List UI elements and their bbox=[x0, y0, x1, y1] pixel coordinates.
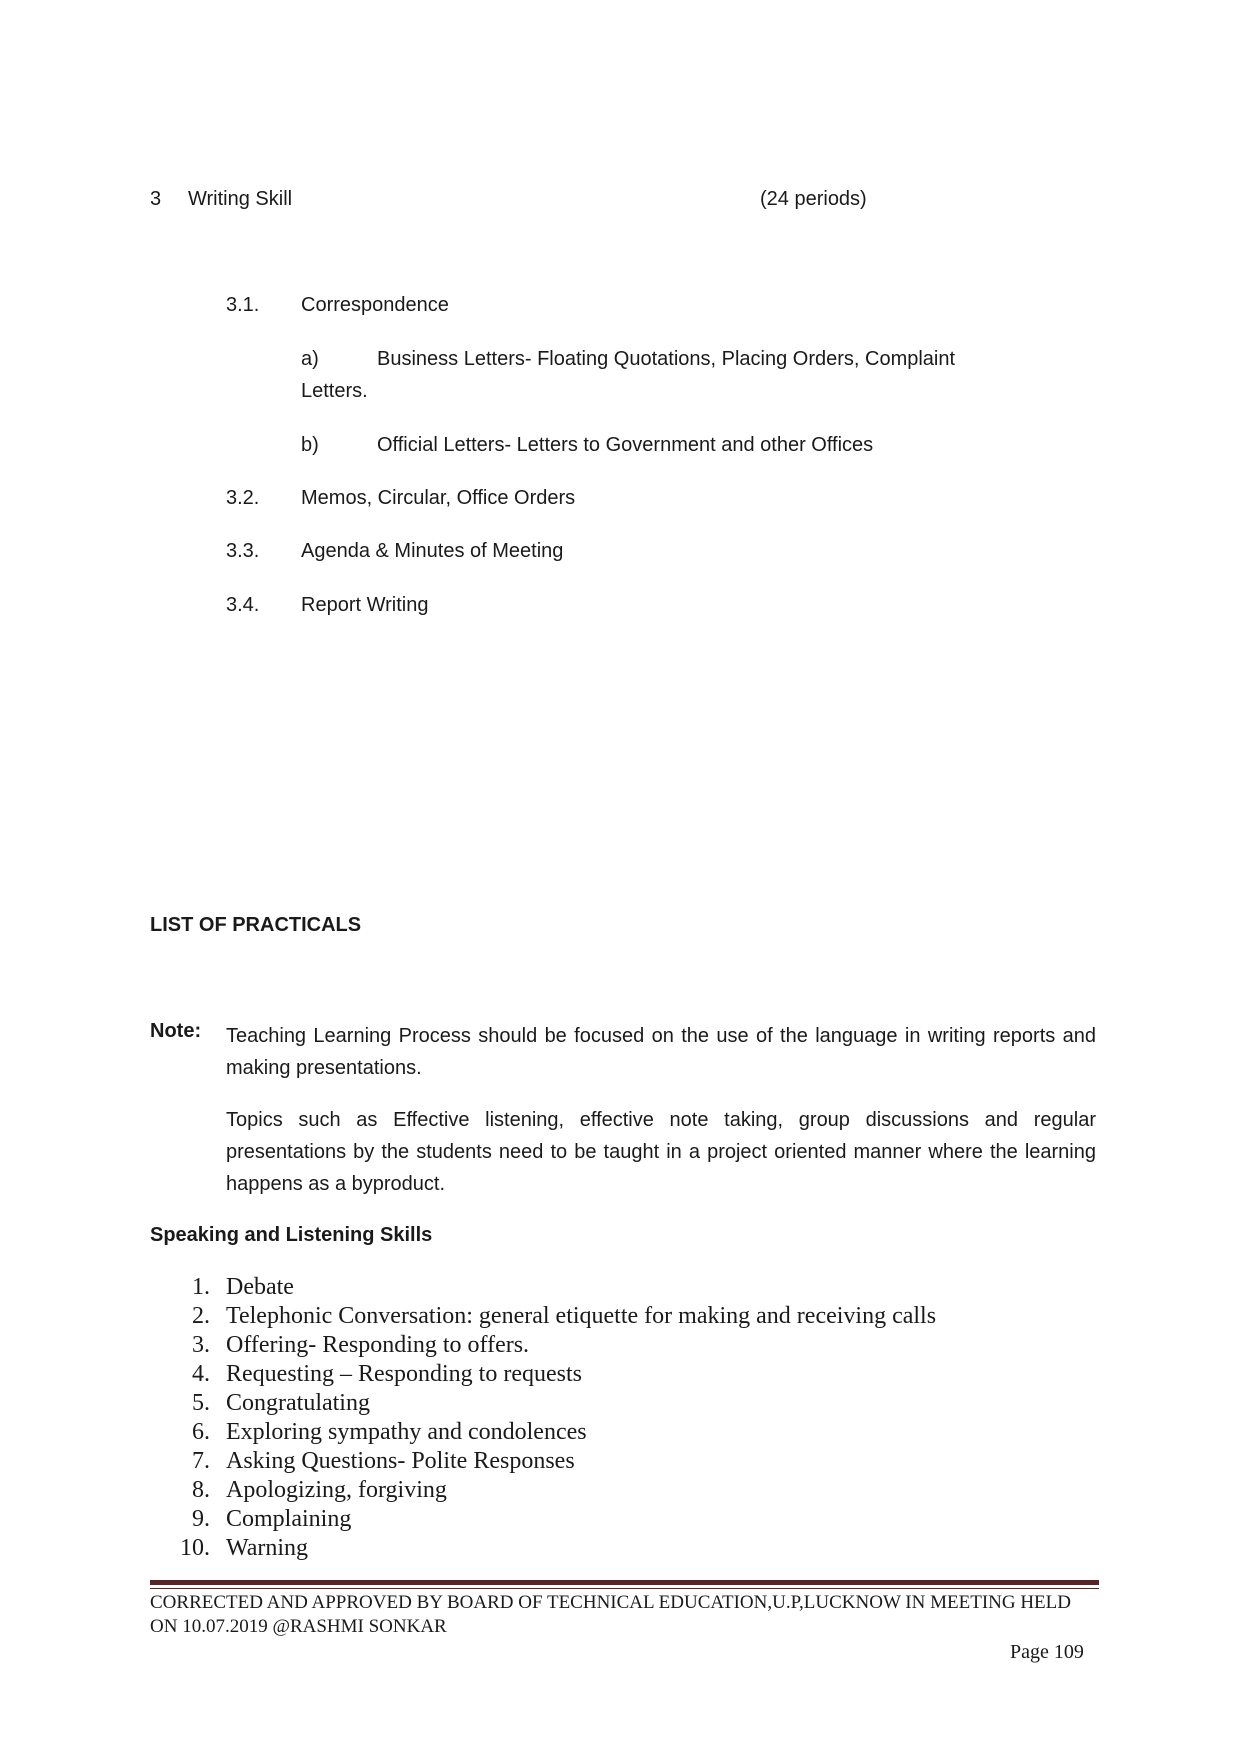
section-number: 3 bbox=[150, 188, 162, 210]
page-number: Page 109 bbox=[1010, 1641, 1084, 1663]
item-number-3-3: 3.3. bbox=[226, 540, 260, 562]
speaking-heading: Speaking and Listening Skills bbox=[150, 1224, 433, 1246]
note-paragraph-1: Teaching Learning Process should be focused on the use of the language in writing reports and making presentations. bbox=[226, 1025, 1096, 1079]
item-number-3-2: 3.2. bbox=[226, 487, 260, 509]
list-item-text: Telephonic Conversation: general etiquette for making and receiving calls bbox=[226, 1303, 937, 1329]
item-number-3-4: 3.4. bbox=[226, 594, 260, 616]
footer-line-2: ON 10.07.2019 @RASHMI SONKAR bbox=[150, 1616, 447, 1637]
subitem-text-b: Official Letters- Letters to Government and other Offices bbox=[377, 434, 874, 456]
list-item-number: 8. bbox=[192, 1477, 210, 1503]
list-item-number: 4. bbox=[192, 1361, 210, 1387]
section-periods: (24 periods) bbox=[760, 188, 867, 210]
list-item-number: 2. bbox=[192, 1303, 210, 1329]
list-item-number: 5. bbox=[192, 1390, 210, 1416]
list-item-text: Debate bbox=[226, 1274, 294, 1300]
list-item-number: 9. bbox=[192, 1506, 210, 1532]
subitem-continuation-a: Letters. bbox=[301, 380, 368, 402]
list-item-text: Warning bbox=[226, 1535, 309, 1561]
item-label-3-2: Memos, Circular, Office Orders bbox=[301, 487, 576, 509]
list-item-text: Complaining bbox=[226, 1506, 352, 1532]
list-item-number: 3. bbox=[192, 1332, 210, 1358]
footer-line-1: CORRECTED AND APPROVED BY BOARD OF TECHNICAL EDUCATION,U.P,LUCKNOW IN MEETING HELD bbox=[150, 1592, 1071, 1613]
list-item-text: Exploring sympathy and condolences bbox=[226, 1419, 587, 1445]
list-item-number: 10. bbox=[180, 1535, 210, 1561]
practicals-heading: LIST OF PRACTICALS bbox=[150, 914, 362, 936]
list-item-text: Offering- Responding to offers. bbox=[226, 1332, 530, 1358]
item-number-3-1: 3.1. bbox=[226, 294, 260, 316]
list-item-text: Requesting – Responding to requests bbox=[226, 1361, 582, 1387]
item-label-3-1: Correspondence bbox=[301, 294, 449, 316]
footer-rule-thick bbox=[150, 1580, 1099, 1585]
list-item-text: Apologizing, forgiving bbox=[226, 1477, 447, 1503]
subitem-text-a: Business Letters- Floating Quotations, Placing Orders, Complaint bbox=[377, 348, 956, 370]
list-item-number: 1. bbox=[192, 1274, 210, 1300]
note-label: Note: bbox=[150, 1020, 202, 1042]
list-item-number: 7. bbox=[192, 1448, 210, 1474]
note-paragraph-2: Topics such as Effective listening, effective note taking, group discussions and regular presentations by the students need to be taught in a project oriented manner where the learning happens as a byproduct. bbox=[226, 1109, 1096, 1195]
subitem-letter-a: a) bbox=[301, 348, 319, 370]
list-item-text: Congratulating bbox=[226, 1390, 370, 1416]
subitem-letter-b: b) bbox=[301, 434, 319, 456]
list-item-text: Asking Questions- Polite Responses bbox=[226, 1448, 575, 1474]
footer-rule-thin bbox=[150, 1588, 1099, 1589]
item-label-3-4: Report Writing bbox=[301, 594, 429, 616]
list-item-number: 6. bbox=[192, 1419, 210, 1445]
item-label-3-3: Agenda & Minutes of Meeting bbox=[301, 540, 564, 562]
section-title: Writing Skill bbox=[188, 188, 293, 210]
